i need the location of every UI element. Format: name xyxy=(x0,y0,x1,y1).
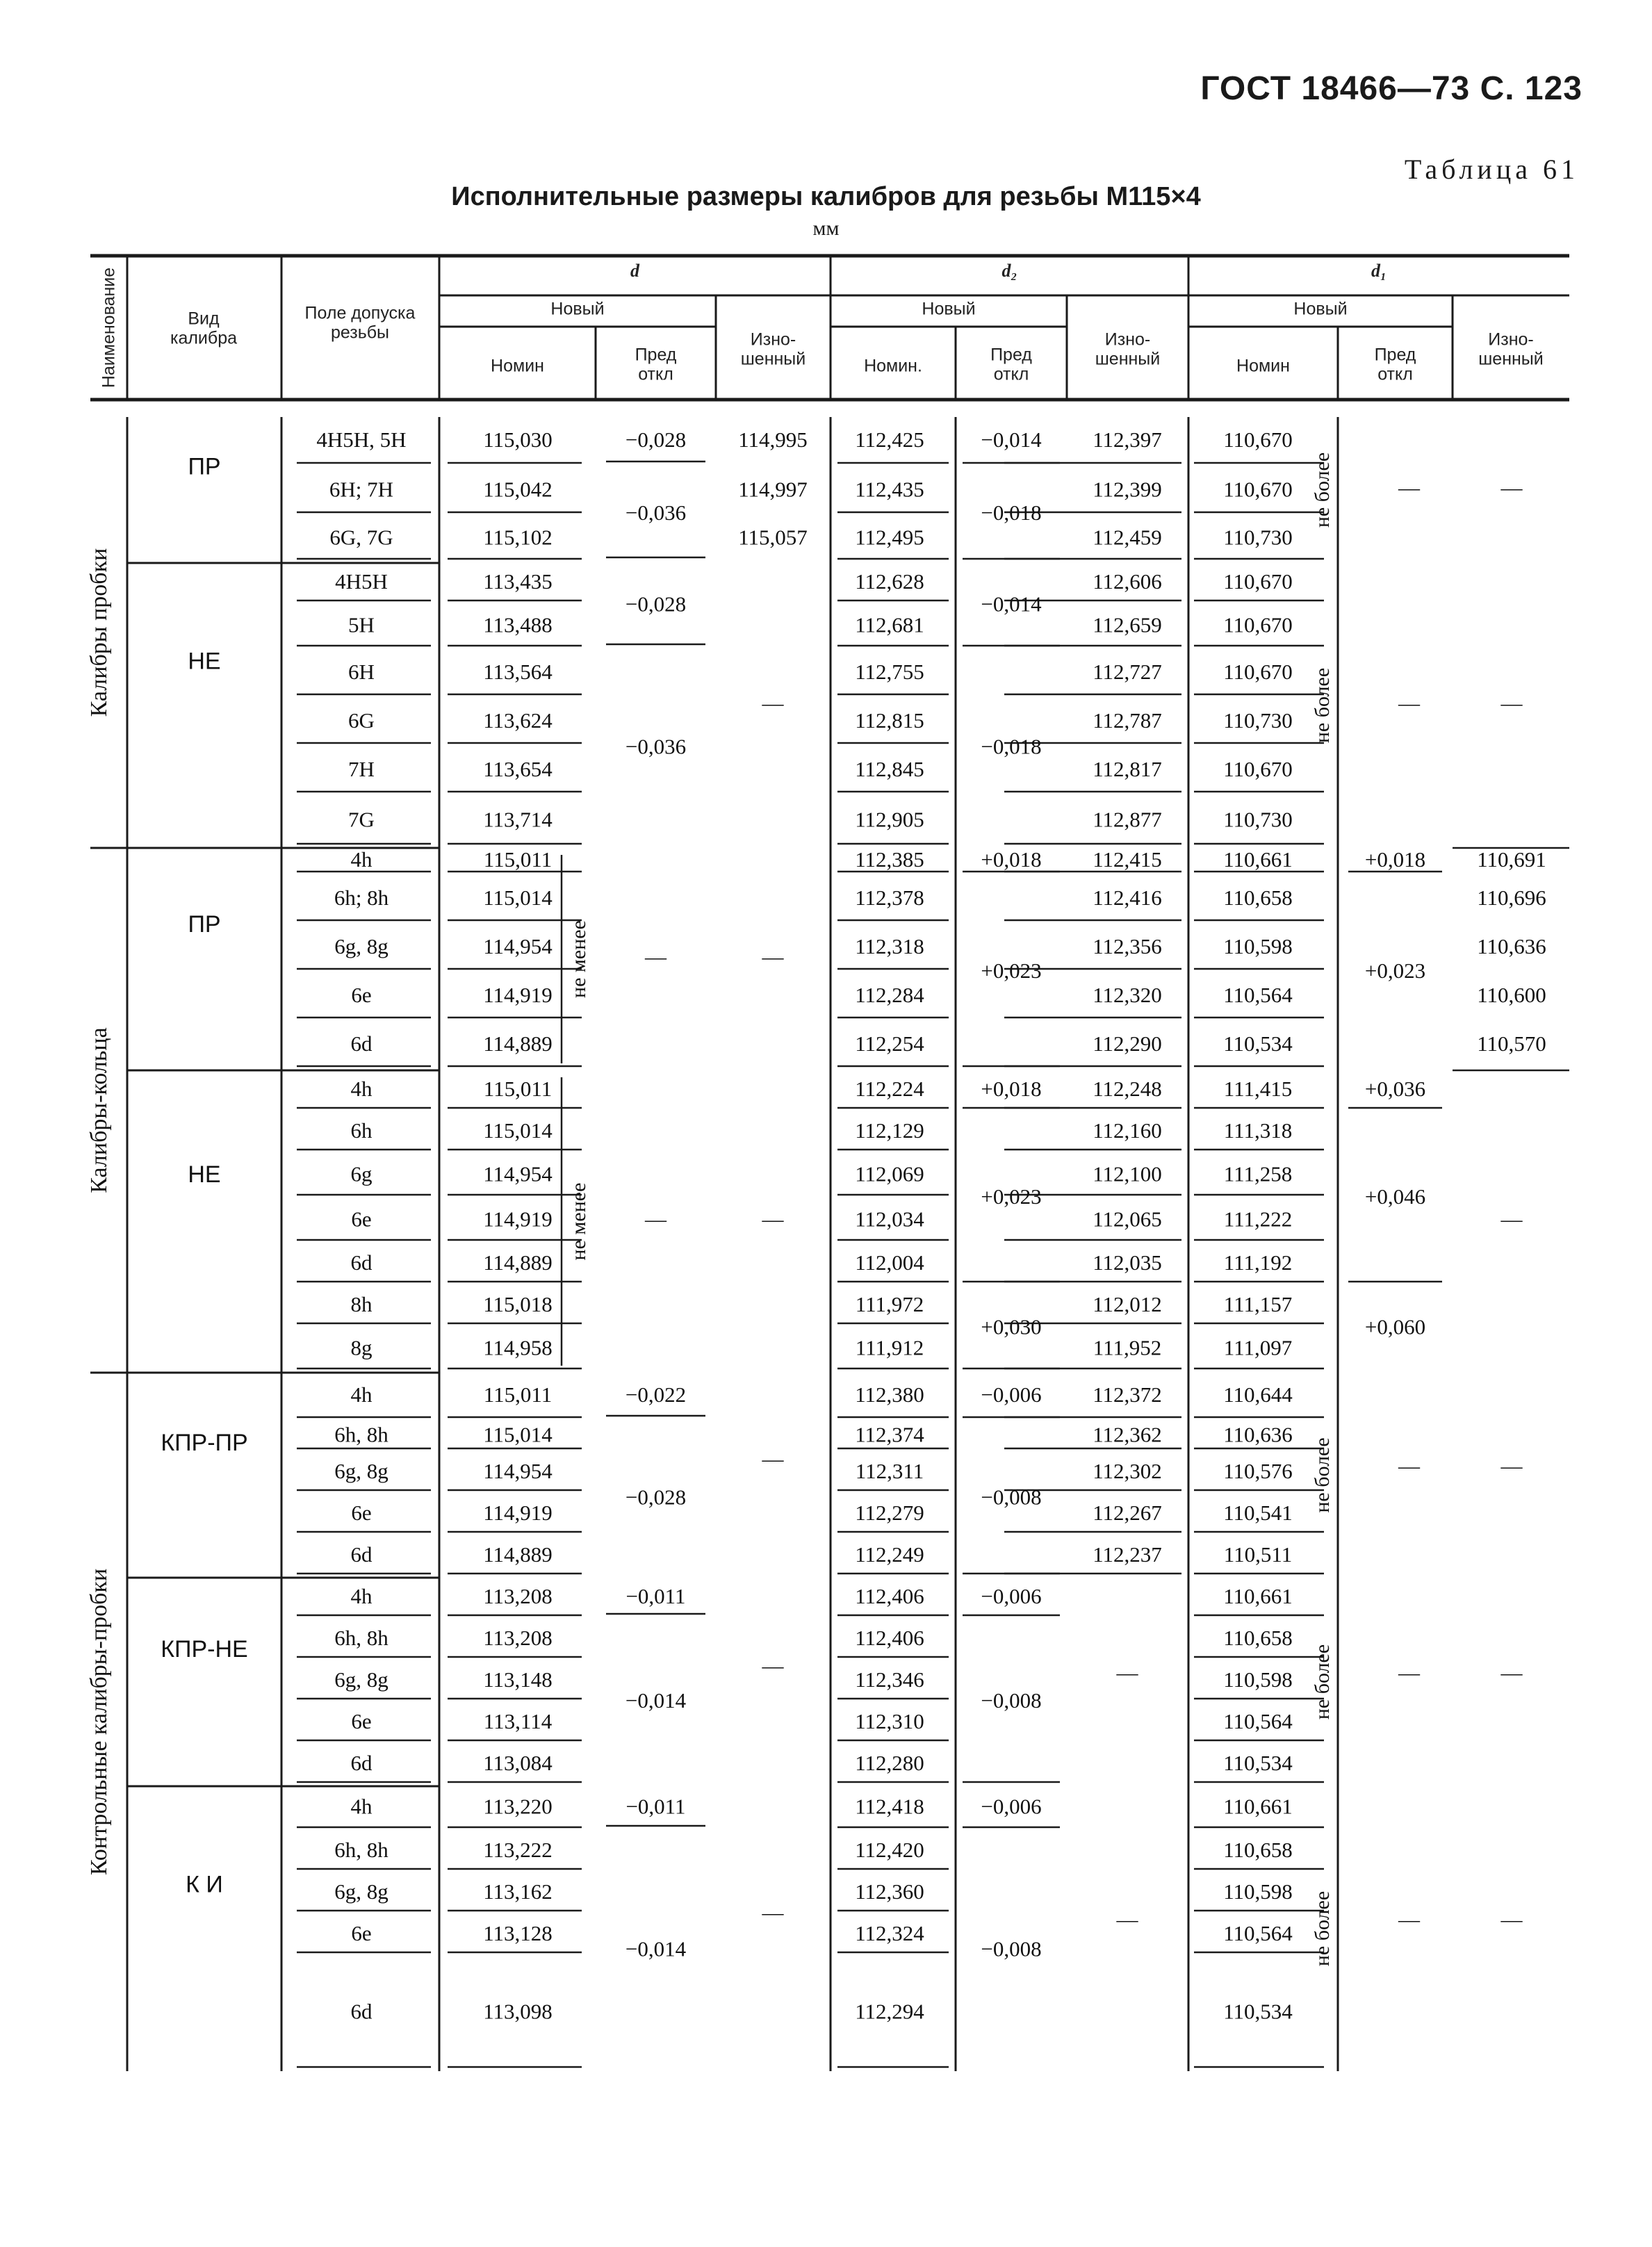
d-worn-dash: — xyxy=(762,1207,784,1232)
tolerance-field-cell: 7H xyxy=(348,757,375,782)
d2-nominal-cell: 112,420 xyxy=(855,1838,924,1863)
d2-worn-cell: 112,035 xyxy=(1093,1250,1162,1275)
d1-worn-dash: — xyxy=(1500,691,1523,716)
not-more-note: не более xyxy=(1310,1644,1334,1720)
d2-deviation-cell: +0,018 xyxy=(981,1077,1042,1102)
d-worn-dash: — xyxy=(762,1900,784,1925)
d1-nominal-cell: 110,564 xyxy=(1223,983,1293,1008)
d-nominal-cell: 115,102 xyxy=(483,525,553,550)
d1-dev-dash: — xyxy=(1398,691,1420,716)
not-less-note: не менее xyxy=(566,920,590,998)
table-title: Исполнительные размеры калибров для резьбы M115×4 xyxy=(451,182,1201,211)
d1-worn-cell: 110,570 xyxy=(1477,1031,1546,1056)
header-tolerance-label: резьбы xyxy=(330,322,390,343)
group-label: Калибры-кольца xyxy=(85,1027,112,1193)
tolerance-field-cell: 4H5H xyxy=(335,569,388,594)
tolerance-field-cell: 8h xyxy=(350,1292,373,1317)
d1-nominal-cell: 110,661 xyxy=(1223,1794,1293,1819)
d-nominal-cell: 113,084 xyxy=(483,1751,553,1776)
d2-deviation-cell: +0,023 xyxy=(981,958,1042,983)
d2-nominal-cell: 112,254 xyxy=(855,1031,924,1056)
header-worn-label: шенный xyxy=(740,349,806,369)
d2-worn-cell: 112,817 xyxy=(1093,757,1162,782)
d-worn-cell: 114,997 xyxy=(738,477,808,502)
not-more-note: не более xyxy=(1310,1437,1334,1513)
d2-nominal-cell: 112,069 xyxy=(855,1161,924,1186)
d1-nominal-cell: 110,534 xyxy=(1223,1999,1293,2024)
d-deviation-cell: −0,011 xyxy=(625,1794,686,1819)
d-nominal-cell: 113,208 xyxy=(483,1584,553,1609)
d-nominal-cell: 114,919 xyxy=(483,983,553,1008)
d1-nominal-cell: 110,598 xyxy=(1223,1667,1293,1692)
d2-worn-cell: 112,302 xyxy=(1093,1459,1162,1484)
d2-worn-cell: 112,012 xyxy=(1093,1292,1162,1317)
d1-worn-dash: — xyxy=(1500,1660,1523,1685)
tolerance-field-cell: 6g, 8g xyxy=(334,934,389,959)
d2-nominal-cell: 112,435 xyxy=(855,477,924,502)
d-nominal-cell: 115,014 xyxy=(483,1422,553,1447)
tolerance-field-cell: 6h, 8h xyxy=(334,1626,389,1651)
d2-nominal-cell: 112,905 xyxy=(855,807,924,832)
d1-nominal-cell: 110,511 xyxy=(1223,1542,1293,1567)
d-deviation-cell: −0,028 xyxy=(625,1485,687,1510)
d2-worn-cell: 111,952 xyxy=(1093,1335,1162,1360)
d2-nominal-cell: 112,845 xyxy=(855,757,924,782)
d2-deviation-cell: −0,006 xyxy=(981,1794,1042,1819)
header-type-label: калибра xyxy=(170,328,238,348)
d2-nominal-cell: 112,755 xyxy=(855,660,924,685)
table-number: Таблица 61 xyxy=(1404,154,1579,185)
tolerance-field-cell: 6H; 7H xyxy=(329,477,394,502)
d-nominal-cell: 114,958 xyxy=(483,1335,553,1360)
header-nom-label: Номин xyxy=(1236,356,1290,376)
d2-worn-cell: 112,459 xyxy=(1093,525,1162,550)
d2-worn-cell: 112,415 xyxy=(1093,847,1162,872)
tolerance-field-cell: 6e xyxy=(351,1207,372,1232)
d2-deviation-cell: +0,023 xyxy=(981,1184,1042,1209)
d-nominal-cell: 114,889 xyxy=(483,1250,553,1275)
d1-nominal-cell: 111,318 xyxy=(1223,1118,1293,1143)
d-worn-dash: — xyxy=(762,1653,784,1678)
d1-nominal-cell: 110,670 xyxy=(1223,569,1293,594)
d-nominal-cell: 115,042 xyxy=(483,477,553,502)
d2-deviation-cell: −0,006 xyxy=(981,1382,1042,1407)
d-nominal-cell: 113,098 xyxy=(483,1999,553,2024)
d1-nominal-cell: 110,576 xyxy=(1223,1459,1293,1484)
d-nominal-cell: 114,954 xyxy=(483,934,553,959)
d-nominal-cell: 113,714 xyxy=(483,807,553,832)
d-deviation-cell: −0,014 xyxy=(625,1936,687,1961)
d1-nominal-cell: 110,598 xyxy=(1223,1879,1293,1904)
d-deviation-cell: −0,036 xyxy=(625,734,687,759)
d1-nominal-cell: 110,598 xyxy=(1223,934,1293,959)
d2-worn-cell: 112,787 xyxy=(1093,708,1162,733)
header-tolerance-label: Поле допуска xyxy=(304,303,416,323)
d2-worn-cell: 112,267 xyxy=(1093,1501,1162,1526)
d-worn-cell: 114,995 xyxy=(738,427,808,452)
d2-nominal-cell: 112,318 xyxy=(855,934,924,959)
d2-nominal-cell: 112,378 xyxy=(855,885,924,910)
d2-deviation-cell: +0,030 xyxy=(981,1314,1042,1339)
tolerance-field-cell: 6g xyxy=(350,1161,373,1186)
header-dev-label: откл xyxy=(993,364,1029,384)
d1-nominal-cell: 110,636 xyxy=(1223,1422,1293,1447)
d-deviation-cell: −0,022 xyxy=(625,1382,687,1407)
d2-nominal-cell: 112,815 xyxy=(855,708,924,733)
header-d2-label: d₂ xyxy=(1001,260,1017,281)
d2-nominal-cell: 112,280 xyxy=(855,1751,924,1776)
d-deviation-cell: −0,014 xyxy=(625,1688,687,1713)
d-nominal-cell: 114,954 xyxy=(483,1459,553,1484)
d1-deviation-cell: +0,046 xyxy=(1364,1184,1426,1209)
header-name-label: Наименование xyxy=(99,267,119,389)
d1-nominal-cell: 110,730 xyxy=(1223,708,1293,733)
tolerance-field-cell: 7G xyxy=(348,807,375,832)
tolerance-field-cell: 6d xyxy=(350,1031,373,1056)
d1-deviation-cell: +0,018 xyxy=(1364,847,1426,872)
d2-worn-cell: 112,877 xyxy=(1093,807,1162,832)
tolerance-field-cell: 6g, 8g xyxy=(334,1459,389,1484)
d1-dev-dash: — xyxy=(1398,1453,1420,1478)
d2-nominal-cell: 112,380 xyxy=(855,1382,924,1407)
d2-worn-cell: 112,237 xyxy=(1093,1542,1162,1567)
d-nominal-cell: 115,014 xyxy=(483,885,553,910)
tolerance-field-cell: 4h xyxy=(350,1382,373,1407)
tolerance-field-cell: 6h, 8h xyxy=(334,1422,389,1447)
kind-label: НЕ xyxy=(188,648,221,675)
d2-nominal-cell: 111,972 xyxy=(855,1292,924,1317)
d1-nominal-cell: 110,670 xyxy=(1223,660,1293,685)
d-deviation-cell: −0,028 xyxy=(625,427,687,452)
d2-worn-cell: 112,659 xyxy=(1093,612,1162,637)
d2-deviation-cell: −0,008 xyxy=(981,1936,1042,1961)
d-nominal-cell: 115,011 xyxy=(483,1382,553,1407)
tolerance-field-cell: 6e xyxy=(351,1501,372,1526)
tolerance-field-cell: 6e xyxy=(351,1921,372,1946)
d-deviation-cell: −0,011 xyxy=(625,1584,686,1609)
tolerance-field-cell: 8g xyxy=(350,1335,373,1360)
kind-label: НЕ xyxy=(188,1161,221,1188)
d2-deviation-cell: −0,008 xyxy=(981,1688,1042,1713)
d2-nominal-cell: 112,360 xyxy=(855,1879,924,1904)
d-nominal-cell: 115,030 xyxy=(483,427,553,452)
d-worn-cell: 115,057 xyxy=(738,525,808,550)
d2-worn-dash: — xyxy=(1116,1907,1138,1932)
d2-worn-cell: 112,399 xyxy=(1093,477,1162,502)
d-worn-dash: — xyxy=(762,945,784,970)
d1-nominal-cell: 111,415 xyxy=(1223,1077,1293,1102)
d2-nominal-cell: 112,628 xyxy=(855,569,924,594)
d1-dev-dash: — xyxy=(1398,1660,1420,1685)
kind-label: КПР-НЕ xyxy=(161,1635,248,1662)
d-deviation-cell: −0,036 xyxy=(625,500,687,525)
d-nominal-cell: 114,919 xyxy=(483,1207,553,1232)
d2-worn-cell: 112,160 xyxy=(1093,1118,1162,1143)
d-nominal-cell: 114,889 xyxy=(483,1031,553,1056)
d2-nominal-cell: 112,495 xyxy=(855,525,924,550)
header-d-label: d xyxy=(630,260,639,281)
d2-worn-cell: 112,356 xyxy=(1093,934,1162,959)
header-type-label: Вид xyxy=(188,309,220,329)
tolerance-field-cell: 6d xyxy=(350,1250,373,1275)
d2-worn-cell: 112,290 xyxy=(1093,1031,1162,1056)
d1-worn-cell: 110,600 xyxy=(1477,983,1546,1008)
kind-label: ПР xyxy=(188,453,221,480)
d2-nominal-cell: 112,346 xyxy=(855,1667,924,1692)
header-worn-label: Изно- xyxy=(750,329,796,350)
d1-nominal-cell: 111,097 xyxy=(1223,1335,1293,1360)
tolerance-field-cell: 6g, 8g xyxy=(334,1879,389,1904)
table-unit: мм xyxy=(812,217,840,240)
not-more-note: не более xyxy=(1310,667,1334,744)
tolerance-field-cell: 6H xyxy=(348,660,375,685)
d2-deviation-cell: −0,018 xyxy=(981,734,1042,759)
d2-worn-cell: 112,362 xyxy=(1093,1422,1162,1447)
d-dev-dash: — xyxy=(645,1207,666,1232)
header-nom-label: Номин xyxy=(491,356,544,376)
d-nominal-cell: 113,162 xyxy=(483,1879,553,1904)
d-nominal-cell: 113,624 xyxy=(483,708,553,733)
d2-deviation-cell: +0,018 xyxy=(981,847,1042,872)
d-nominal-cell: 113,208 xyxy=(483,1626,553,1651)
d1-worn-cell: 110,636 xyxy=(1477,934,1546,959)
d1-dev-dash: — xyxy=(1398,475,1420,500)
d2-nominal-cell: 112,279 xyxy=(855,1501,924,1526)
kind-label: КПР-ПР xyxy=(161,1430,248,1457)
tolerance-field-cell: 6d xyxy=(350,1751,373,1776)
d1-nominal-cell: 111,157 xyxy=(1223,1292,1293,1317)
d-nominal-cell: 113,488 xyxy=(483,612,553,637)
tolerance-field-cell: 6d xyxy=(350,1999,373,2024)
d1-nominal-cell: 110,670 xyxy=(1223,477,1293,502)
d1-worn-dash: — xyxy=(1500,1207,1523,1232)
d1-nominal-cell: 110,564 xyxy=(1223,1921,1293,1946)
tolerance-field-cell: 6e xyxy=(351,983,372,1008)
d2-nominal-cell: 112,034 xyxy=(855,1207,924,1232)
d2-deviation-cell: −0,008 xyxy=(981,1485,1042,1510)
document-code: ГОСТ 18466—73 С. 123 xyxy=(1200,70,1583,107)
tolerance-field-cell: 6h; 8h xyxy=(334,885,389,910)
d1-dev-dash: — xyxy=(1398,1907,1420,1932)
d-deviation-cell: −0,028 xyxy=(625,591,687,616)
d2-nominal-cell: 112,224 xyxy=(855,1077,924,1102)
d1-nominal-cell: 110,658 xyxy=(1223,1838,1293,1863)
d2-deviation-cell: −0,014 xyxy=(981,427,1042,452)
tolerance-field-cell: 6h, 8h xyxy=(334,1838,389,1863)
d1-nominal-cell: 110,730 xyxy=(1223,807,1293,832)
d1-nominal-cell: 110,534 xyxy=(1223,1751,1293,1776)
d-nominal-cell: 113,222 xyxy=(483,1838,553,1863)
d2-nominal-cell: 112,406 xyxy=(855,1626,924,1651)
d1-nominal-cell: 110,564 xyxy=(1223,1709,1293,1734)
d1-deviation-cell: +0,036 xyxy=(1364,1077,1426,1102)
d1-worn-dash: — xyxy=(1500,1453,1523,1478)
header-new-label: Новый xyxy=(922,299,976,319)
d1-nominal-cell: 110,644 xyxy=(1223,1382,1293,1407)
d1-worn-cell: 110,696 xyxy=(1477,885,1546,910)
header-dev-label: Пред xyxy=(635,345,677,365)
tolerance-field-cell: 6d xyxy=(350,1542,373,1567)
d1-nominal-cell: 110,534 xyxy=(1223,1031,1293,1056)
d2-nominal-cell: 112,129 xyxy=(855,1118,924,1143)
d-dev-dash: — xyxy=(645,945,666,970)
d1-nominal-cell: 110,670 xyxy=(1223,427,1293,452)
header-dev-label: откл xyxy=(638,364,673,384)
d2-nominal-cell: 112,418 xyxy=(855,1794,924,1819)
d2-deviation-cell: −0,018 xyxy=(981,500,1042,525)
header-nom-label: Номин. xyxy=(864,356,922,376)
d2-worn-cell: 112,248 xyxy=(1093,1077,1162,1102)
d2-worn-cell: 112,606 xyxy=(1093,569,1162,594)
d2-nominal-cell: 112,324 xyxy=(855,1921,924,1946)
tolerance-field-cell: 6e xyxy=(351,1709,372,1734)
d-nominal-cell: 115,011 xyxy=(483,847,553,872)
d2-worn-cell: 112,727 xyxy=(1093,660,1162,685)
tolerance-field-cell: 6h xyxy=(350,1118,373,1143)
d1-nominal-cell: 110,541 xyxy=(1223,1501,1293,1526)
d2-nominal-cell: 112,310 xyxy=(855,1709,924,1734)
d2-deviation-cell: −0,006 xyxy=(981,1584,1042,1609)
d1-nominal-cell: 111,258 xyxy=(1223,1161,1293,1186)
d2-nominal-cell: 112,311 xyxy=(855,1459,924,1484)
header-dev-label: Пред xyxy=(990,345,1032,365)
tolerance-field-cell: 5H xyxy=(348,612,375,637)
d2-worn-cell: 112,372 xyxy=(1093,1382,1162,1407)
header-new-label: Новый xyxy=(1293,299,1348,319)
kind-label: К И xyxy=(186,1871,223,1898)
d2-nominal-cell: 112,385 xyxy=(855,847,924,872)
d-nominal-cell: 115,011 xyxy=(483,1077,553,1102)
d-nominal-cell: 113,114 xyxy=(483,1709,553,1734)
tolerance-field-cell: 4h xyxy=(350,847,373,872)
d1-nominal-cell: 111,222 xyxy=(1223,1207,1293,1232)
not-more-note: не более xyxy=(1310,452,1334,528)
header-worn-label: Изно- xyxy=(1104,329,1151,350)
d1-nominal-cell: 110,670 xyxy=(1223,612,1293,637)
d2-worn-cell: 112,397 xyxy=(1093,427,1162,452)
d2-nominal-cell: 112,425 xyxy=(855,427,924,452)
tolerance-field-cell: 6G xyxy=(348,708,375,733)
header-worn-label: шенный xyxy=(1095,349,1161,369)
d2-deviation-cell: −0,014 xyxy=(981,591,1042,616)
d-nominal-cell: 113,128 xyxy=(483,1921,553,1946)
d2-nominal-cell: 112,284 xyxy=(855,983,924,1008)
d1-worn-dash: — xyxy=(1500,1907,1523,1932)
d1-nominal-cell: 110,661 xyxy=(1223,1584,1293,1609)
d2-nominal-cell: 112,249 xyxy=(855,1542,924,1567)
tolerance-field-cell: 4h xyxy=(350,1584,373,1609)
d1-deviation-cell: +0,023 xyxy=(1364,958,1426,983)
group-label: Калибры пробки xyxy=(85,548,112,717)
kind-label: ПР xyxy=(188,910,221,938)
d-worn-dash: — xyxy=(762,1446,784,1471)
d2-worn-cell: 112,320 xyxy=(1093,983,1162,1008)
d-nominal-cell: 115,014 xyxy=(483,1118,553,1143)
d1-deviation-cell: +0,060 xyxy=(1364,1314,1426,1339)
d1-nominal-cell: 110,670 xyxy=(1223,757,1293,782)
d1-nominal-cell: 110,658 xyxy=(1223,885,1293,910)
d-nominal-cell: 113,148 xyxy=(483,1667,553,1692)
d-nominal-cell: 114,954 xyxy=(483,1161,553,1186)
header-d1-label: d₁ xyxy=(1371,260,1387,281)
header-dev-label: Пред xyxy=(1374,345,1416,365)
d2-nominal-cell: 112,294 xyxy=(855,1999,924,2024)
d1-nominal-cell: 110,730 xyxy=(1223,525,1293,550)
d2-nominal-cell: 112,406 xyxy=(855,1584,924,1609)
d1-nominal-cell: 111,192 xyxy=(1223,1250,1293,1275)
d2-worn-cell: 112,416 xyxy=(1093,885,1162,910)
group-label: Контрольные калибры-пробки xyxy=(85,1568,112,1876)
header-dev-label: откл xyxy=(1377,364,1413,384)
d2-nominal-cell: 112,681 xyxy=(855,612,924,637)
header-worn-label: шенный xyxy=(1478,349,1544,369)
d2-worn-cell: 112,065 xyxy=(1093,1207,1162,1232)
tolerance-field-cell: 6g, 8g xyxy=(334,1667,389,1692)
d2-worn-dash: — xyxy=(1116,1660,1138,1685)
header-new-label: Новый xyxy=(550,299,605,319)
d-nominal-cell: 113,564 xyxy=(483,660,553,685)
d-nominal-cell: 113,654 xyxy=(483,757,553,782)
d-nominal-cell: 114,919 xyxy=(483,1501,553,1526)
header-worn-label: Изно- xyxy=(1488,329,1534,350)
d-nominal-cell: 113,435 xyxy=(483,569,553,594)
tolerance-field-cell: 6G, 7G xyxy=(329,525,393,550)
not-more-note: не более xyxy=(1310,1890,1334,1967)
d1-worn-cell: 110,691 xyxy=(1477,847,1546,872)
tolerance-field-cell: 4H5H, 5H xyxy=(316,427,407,452)
d2-worn-cell: 112,100 xyxy=(1093,1161,1162,1186)
d-nominal-cell: 115,018 xyxy=(483,1292,553,1317)
d-nominal-cell: 113,220 xyxy=(483,1794,553,1819)
tolerance-field-cell: 4h xyxy=(350,1077,373,1102)
d1-worn-dash: — xyxy=(1500,475,1523,500)
d1-nominal-cell: 110,658 xyxy=(1223,1626,1293,1651)
d2-nominal-cell: 112,374 xyxy=(855,1422,924,1447)
d2-nominal-cell: 112,004 xyxy=(855,1250,924,1275)
d1-nominal-cell: 110,661 xyxy=(1223,847,1293,872)
d2-nominal-cell: 111,912 xyxy=(855,1335,924,1360)
d-worn-dash: — xyxy=(762,691,784,716)
d-nominal-cell: 114,889 xyxy=(483,1542,553,1567)
tolerance-field-cell: 4h xyxy=(350,1794,373,1819)
not-less-note: не менее xyxy=(566,1182,590,1261)
